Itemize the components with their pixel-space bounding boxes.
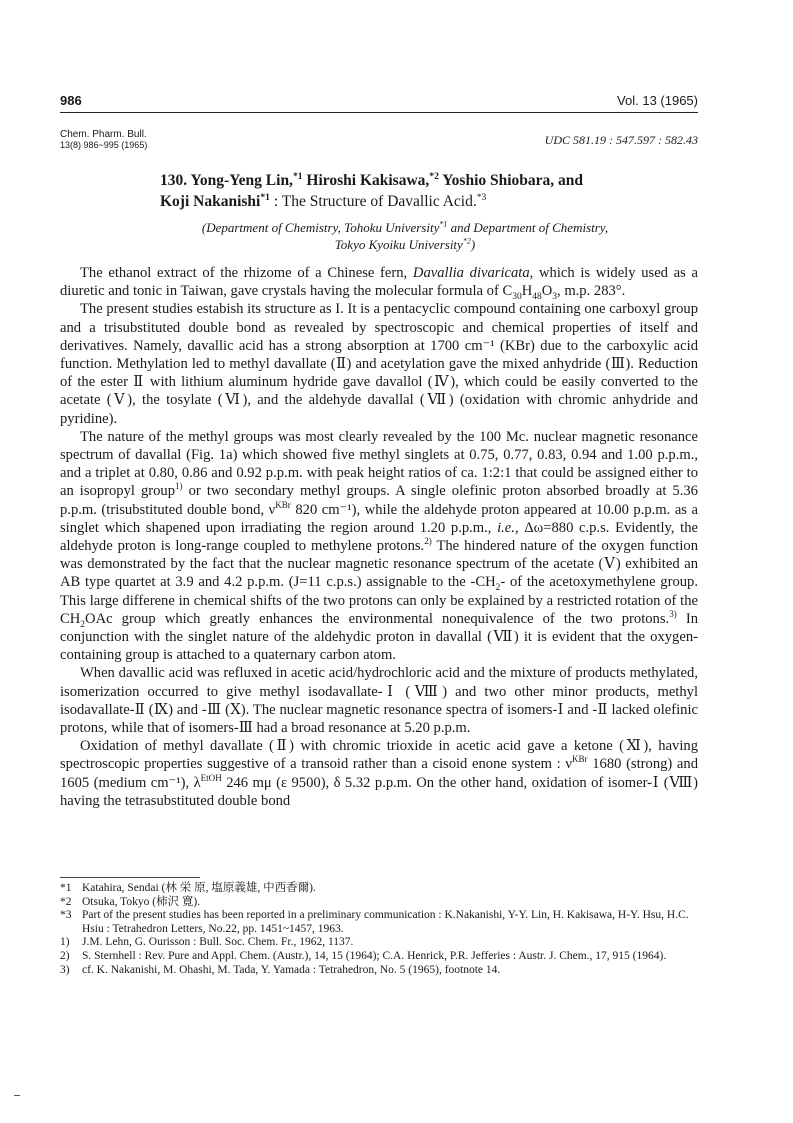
footnote-rule [60, 877, 200, 878]
author-2: Hiroshi Kakisawa, [306, 172, 430, 189]
footnote [60, 909, 700, 936]
reference-text: J.M. Lehn, G. Ourisson : Bull. Soc. Chem. Fr., 1962, 1137. [82, 936, 354, 949]
citation-journal: Chem. Pharm. Bull. [60, 129, 147, 140]
footnote-mark: *1 [60, 882, 72, 894]
reference [60, 964, 700, 978]
author-4: Koji Nakanishi [160, 193, 261, 210]
author-2-mark: *2 [429, 170, 439, 182]
affiliation-close: ) [470, 237, 476, 252]
paragraph-2: The present studies estabish its structure as I. It is a pentacyclic compound containing one carboxyl group and a trisubstituted double bond as revealed by spectroscopic and chemical properties of itself and derivatives. Namely, davallic acid has a strong absorption at 1700 cm⁻¹ (KBr) due to the carboxylic acid function. Methylation led to methyl davallate (Ⅱ) and acetylation gave the mixed anhydride (Ⅲ). Reduction of the ester Ⅱ with lithium aluminum hydride gave davallol (Ⅳ), which could be easily converted to the acetate (Ⅴ), the tosylate (Ⅵ), and the aldehyde davallal (Ⅶ) (oxidation with chromic anhydride and pyridine). [60, 301, 698, 427]
running-header [60, 93, 698, 109]
reference-text: S. Sternhell : Rev. Pure and Appl. Chem. (Austr.), 14, 15 (1964); C.A. Henrick, P.R. Jefferies : Austr. J. Chem., 17, 915 (1964). [82, 949, 667, 962]
reference-number: 2) [60, 949, 70, 962]
paragraph-3: The nature of the methyl groups was most clearly revealed by the 100 Mc. nuclear magnetic resonance spectrum of davallal (Fig. 1a) which showed five methyl singlets at 0.75, 0.77, 0.83, 0.94 and 1.00 p.p.m., and a triplet at 0.80, 0.86 and 0.92 p.p.m. with peak height ratios of ca. 1:2:1 that could be assigned either to an isopropyl group$^{1)}$ or two secondary methyl groups. A single olefinic proton absorbed broadly at 5.36 p.p.m. (trisubstituted double bond, $\nu^{KBr}$ 820 cm⁻¹), while the aldehyde proton appeared at 10.00 p.p.m. as a singlet which shapened upon irradiating the region around 1.20 p.p.m., i.e., Δω=880 c.p.s. Evidently, the aldehyde proton is long-range coupled to methylene protons.$^{2)}$ The hindered nature of the oxygen function was demonstrated by the fact that the nuclear magnetic resonance spectrum of the acetate (Ⅴ) exhibited an AB type quartet at 3.9 and 4.2 p.p.m. (J=11 c.p.s.) assignable to the $-CH_2-$ of the acetoxymethylene group. This large differene in chemical shifts of the two protons can only be explained by a restricted rotation of the $CH_2OAc$ group which greatly enhances the environmental nonequivalence of the two protons.$^{3)}$ In conjunction with the singlet nature of the aldehydic proton in davallal (Ⅶ) it is evident that the oxygen-containing group is attached to a quaternary carbon atom. [60, 428, 698, 664]
footnote-mark: *3 [60, 909, 72, 922]
ref-2: 2) [424, 536, 432, 547]
reference [60, 950, 700, 964]
title-text: The Structure of Davallic Acid. [281, 193, 477, 210]
reference [60, 936, 700, 950]
volume-label: Vol. 13 (1965) [617, 93, 698, 108]
footnote [60, 896, 700, 910]
footnote-text: Otsuka, Tokyo (柿沢 寛). [82, 895, 201, 908]
page-number: 986 [60, 93, 82, 108]
affiliation-mark-2: *2 [462, 236, 471, 246]
affiliation-tohoku: (Department of Chemistry, Tohoku University [201, 220, 440, 235]
footnote-mark: *2 [60, 895, 72, 908]
reference-text: cf. K. Nakanishi, M. Ohashi, M. Tada, Y. Yamada : Tetrahedron, No. 5 (1965), footnote 14. [82, 963, 501, 976]
title-mark: *3 [476, 191, 487, 203]
footnote-text: Part of the present studies has been reported in a preliminary communication : K.Nakanishi, Y-Y. Lin, H. Kakisawa, H-Y. Hsu, H.C. Hsiu : Tetrahedron Letters, No.22, pp. 1451~1457, 1963. [82, 909, 689, 935]
affiliation [185, 219, 625, 253]
title-separator: : [273, 193, 279, 210]
author-1: Yong-Yeng Lin, [190, 172, 293, 189]
paragraph-1: The ethanol extract of the rhizome of a Chinese fern, Davallia divaricata, which is widely used as a diuretic and tonic in Taiwan, gave crystals having the molecular formula of $C_{30}H_{48}O_3$, m.p. 283°. [60, 265, 698, 303]
reference-number: 1) [60, 936, 70, 949]
article-body [60, 264, 698, 810]
paragraph-5: Oxidation of methyl davallate (Ⅱ) with chromic trioxide in acetic acid gave a ketone (Ⅺ), having spectroscopic properties suggestive of a transoid rather than a cisoid enone system : $\nu^{KBr}$ 1680 (strong) and 1605 (medium cm⁻¹), $\lambda^{EtOH}$ 246 mμ (ε 9500), δ 5.32 p.p.m. On the other hand, oxidation of isomer-Ⅰ (Ⅷ) having the tetrasubstituted double bond [60, 738, 698, 809]
ref-1: 1) [175, 481, 183, 492]
udc-code: UDC 581.19 : 547.597 : 582.43 [544, 133, 698, 147]
affiliation-tokyo: and Department of Chemistry, Tokyo Kyoiku University [334, 220, 609, 252]
article-number: 130. [160, 172, 188, 189]
ref-3: 3) [669, 609, 677, 619]
footnotes [60, 882, 700, 977]
author-3: Yoshio Shiobara, and [442, 172, 584, 189]
footnote [60, 882, 700, 896]
paragraph-4: When davallic acid was refluxed in acetic acid/hydrochloric acid and the mixture of products methylated, isomerization occurred to give methyl isodavallate-Ⅰ (Ⅷ) and two other minor products, methyl isodavallate-Ⅱ (Ⅸ) and -Ⅲ (Ⅹ). The nuclear magnetic resonance spectra of isomers-Ⅰ and -Ⅱ lacked olefinic protons, while that of isomers-Ⅲ had a broad resonance at 5.20 p.p.m. [60, 665, 698, 737]
journal-citation [60, 130, 220, 150]
affiliation-mark-1: *1 [439, 219, 448, 229]
header-rule [60, 112, 698, 113]
footnote-text: Katahira, Sendai (林 栄 原, 塩原義雄, 中西香爾). [82, 882, 316, 894]
species-name: Davallia divaricata, [412, 265, 534, 281]
citation-issue: 13(8) 986~995 (1965) [60, 140, 148, 150]
author-1-mark: *1 [292, 170, 303, 182]
author-4-mark: *1 [260, 191, 270, 203]
margin-mark [14, 1095, 20, 1096]
article-title [160, 170, 690, 212]
reference-number: 3) [60, 963, 70, 976]
